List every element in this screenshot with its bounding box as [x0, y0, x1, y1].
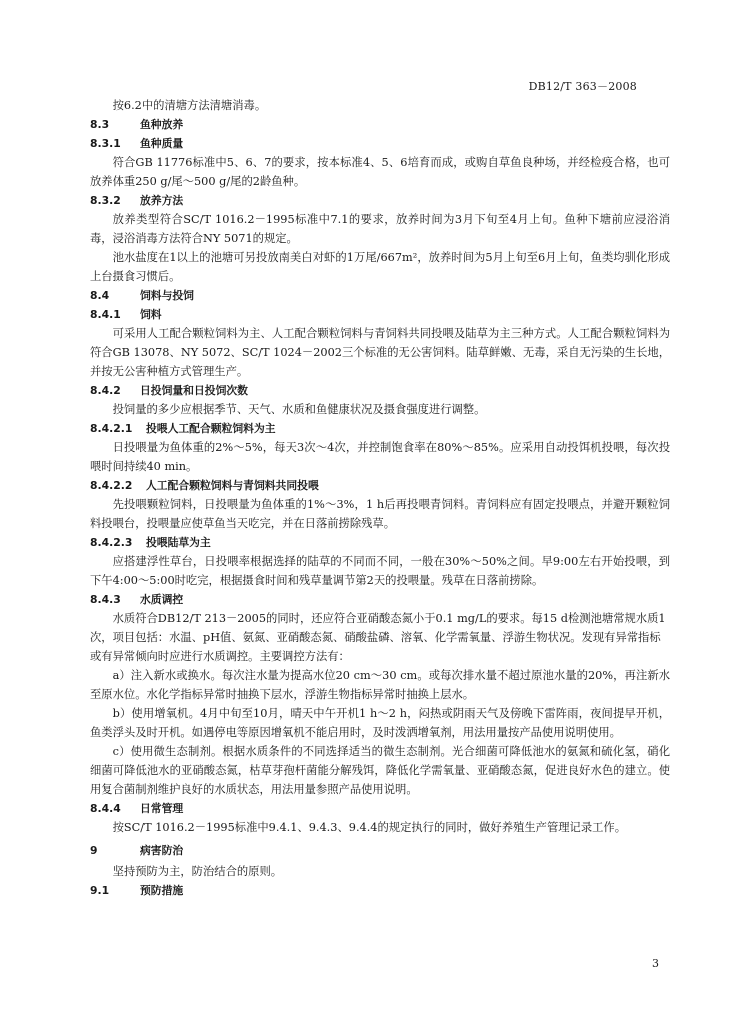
section-heading: [90, 881, 670, 900]
document-code-header: DB12/T 363－2008: [528, 80, 637, 93]
section-title: 饲料与投饲: [140, 289, 194, 302]
paragraph: 投饲量的多少应根据季节、天气、水质和鱼健康状况及摄食强度进行调整。: [112, 403, 486, 416]
section-number: 9: [90, 844, 98, 857]
section-heading: [90, 305, 670, 324]
paragraph: 坚持预防为主，防治结合的原则。: [112, 865, 283, 878]
paragraph: b）使用增氧机。4月中旬至10月，晴天中午开机1 h～2 h，闷热或阴雨天气及傍晚下雷阵雨，夜间提早开机，鱼类浮头及时开机。如遇停电等原因增氧机不能启用时，及时泼洒增氧剂，用法用量按产品使用说明使用。: [90, 707, 670, 739]
section-number: 8.4: [90, 289, 110, 302]
section-number: 9.1: [90, 884, 110, 897]
section-number: 8.4.2.3: [90, 536, 133, 549]
section-title: 病害防治: [140, 844, 184, 857]
paragraph: 按6.2中的清塘方法清塘消毒。: [112, 99, 267, 112]
document-body: [90, 96, 670, 900]
section-title: 水质调控: [140, 593, 184, 606]
paragraph: 应搭建浮性草台，日投喂率根据选择的陆草的不同而不同，一般在30%～50%之间。早9:00左右开始投喂，到下午4:00～5:00时吃完，根据摄食时间和残草量调节第2天的投喂量。残草在日落前捞除。: [90, 555, 670, 587]
section-number: 8.4.2: [90, 384, 121, 397]
section-title: 人工配合颗粒饲料与青饲料共同投喂: [146, 479, 319, 492]
section-heading: [90, 590, 670, 609]
section-heading: [90, 419, 670, 438]
section-title: 鱼种放养: [140, 118, 184, 131]
section-heading: [90, 286, 670, 305]
paragraph: 日投喂量为鱼体重的2%～5%，每天3次～4次，并控制饱食率在80%～85%。应采用自动投饵机投喂，每次投喂时间持续40 min。: [90, 441, 670, 473]
section-heading: [90, 381, 670, 400]
section-title: 鱼种质量: [140, 137, 184, 150]
section-number: 8.4.1: [90, 308, 121, 321]
paragraph: 按SC/T 1016.2－1995标准中9.4.1、9.4.3、9.4.4的规定执行的同时，做好养殖生产管理记录工作。: [112, 821, 627, 834]
paragraph: 可采用人工配合颗粒饲料为主、人工配合颗粒饲料与青饲料共同投喂及陆草为主三种方式。人工配合颗粒饲料为符合GB 13078、NY 5072、SC/T 1024－2002三个标准的无公害饲料。陆草鲜嫩、无毒，采自无污染的生长地，并按无公害种植方式管理生产。: [90, 327, 670, 378]
section-title: 日投饲量和日投饲次数: [140, 384, 248, 397]
section-heading: [90, 115, 670, 134]
section-number: 8.3.2: [90, 194, 121, 207]
paragraph: 符合GB 11776标准中5、6、7的要求，按本标准4、5、6培育而成，或购自草鱼良种场，并经检疫合格，也可放养体重250 g/尾～500 g/尾的2龄鱼种。: [90, 156, 670, 188]
section-title: 饲料: [140, 308, 162, 321]
section-number: 8.4.4: [90, 802, 121, 815]
section-title: 放养方法: [140, 194, 184, 207]
paragraph: 先投喂颗粒饲料，日投喂量为鱼体重的1%～3%，1 h后再投喂青饲料。青饲料应有固定投喂点，并避开颗粒饲料投喂台，投喂量应使草鱼当天吃完，并在日落前捞除残草。: [90, 498, 670, 530]
section-title: 投喂人工配合颗粒饲料为主: [146, 422, 276, 435]
page-number: 3: [652, 957, 659, 970]
section-heading: [90, 533, 670, 552]
section-heading: [90, 799, 670, 818]
section-title: 预防措施: [140, 884, 184, 897]
paragraph: 水质符合DB12/T 213－2005的同时，还应符合亚硝酸态氮小于0.1 mg/L的要求。每15 d检测池塘常规水质1次，项目包括：水温、pH值、氨氮、亚硝酸态氮、硝酸盐磷、溶氧、化学需氧量、浮游生物状况。发现有异常指标或有异常倾向时应进行水质调控。主要调控方法有：: [90, 612, 666, 663]
section-heading: [90, 191, 670, 210]
section-number: 8.4.3: [90, 593, 121, 606]
section-heading: [90, 476, 670, 495]
paragraph: a）注入新水或换水。每次注水量为提高水位20 cm～30 cm。或每次排水量不超过原池水量的20%，再注新水至原水位。水化学指标异常时抽换下层水，浮游生物指标异常时抽换上层水。: [90, 669, 670, 701]
section-number: 8.4.2.2: [90, 479, 133, 492]
paragraph: c）使用微生态制剂。根据水质条件的不同选择适当的微生态制剂。光合细菌可降低池水的氨氮和硫化氢，硝化细菌可降低池水的亚硝酸态氮，枯草芽孢杆菌能分解残饵，降低化学需氧量、亚硝酸态氮，促进良好水色的建立。使用复合菌制剂维护良好的水质状态，用法用量参照产品使用说明。: [90, 745, 670, 796]
section-title: 日常管理: [140, 802, 184, 815]
section-number: 8.3.1: [90, 137, 121, 150]
paragraph: 放养类型符合SC/T 1016.2－1995标准中7.1的要求，放养时间为3月下旬至4月上旬。鱼种下塘前应浸浴消毒，浸浴消毒方法符合NY 5071的规定。: [90, 213, 670, 245]
paragraph: 池水盐度在1以上的池塘可另投放南美白对虾的1万尾/667m²，放养时间为5月上旬至6月上旬，鱼类均驯化形成上台摄食习惯后。: [90, 251, 670, 283]
section-heading: [90, 134, 670, 153]
section-number: 8.3: [90, 118, 110, 131]
section-title: 投喂陆草为主: [146, 536, 211, 549]
section-number: 8.4.2.1: [90, 422, 133, 435]
section-heading: [90, 841, 670, 860]
